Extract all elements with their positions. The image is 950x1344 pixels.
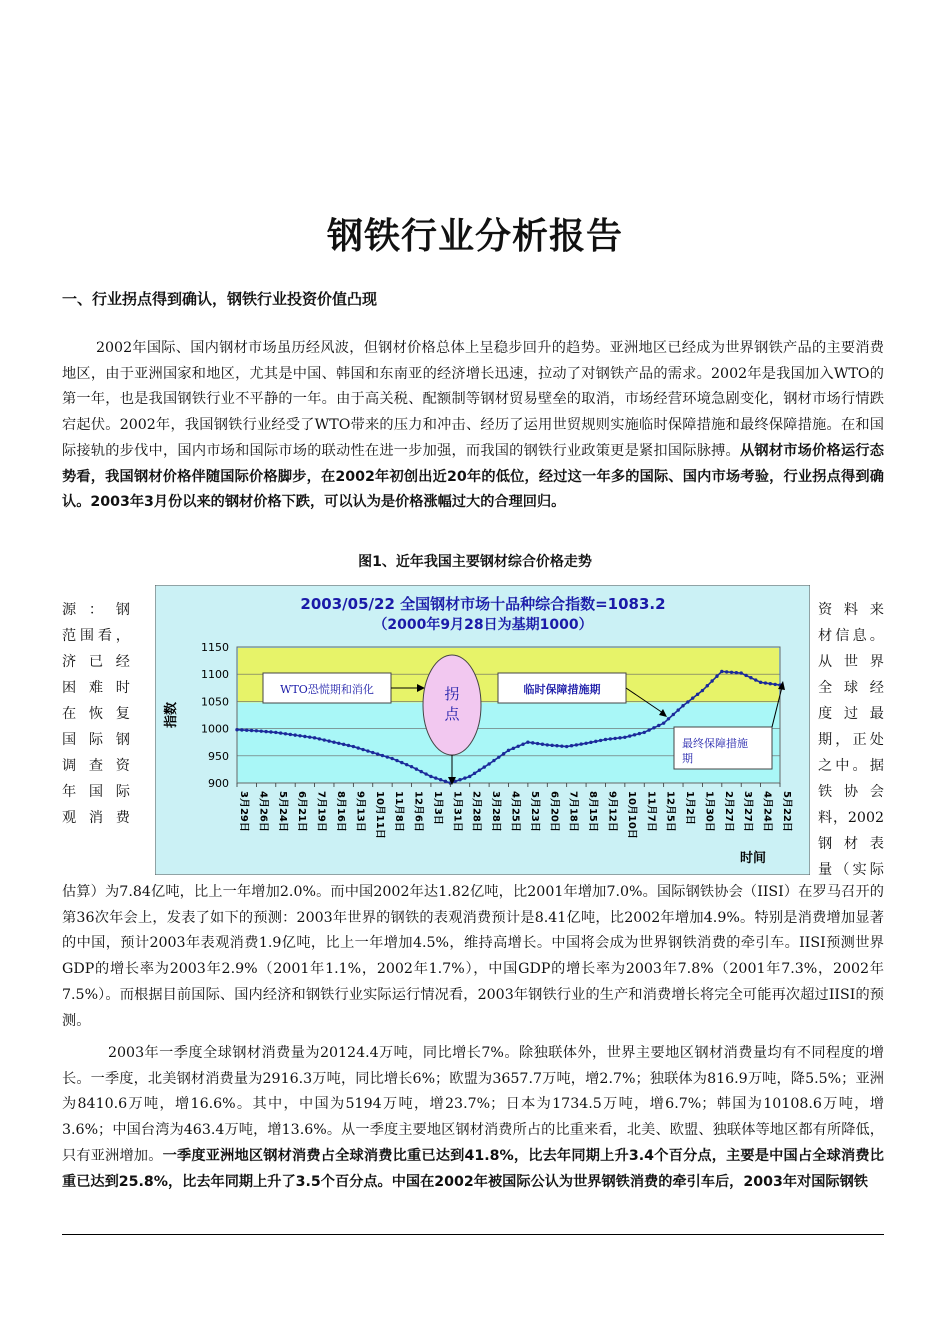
side-left-line: 济已经 (62, 654, 130, 670)
data-point (773, 683, 776, 686)
data-point (715, 675, 718, 678)
y-tick-label: 950 (208, 749, 229, 763)
data-point (347, 744, 350, 747)
data-point (512, 747, 515, 750)
data-point (342, 743, 345, 746)
paragraph-1 (62, 336, 884, 516)
data-point (725, 670, 728, 673)
y-tick-label: 900 (208, 777, 229, 790)
data-point (415, 767, 418, 770)
x-tick-label: 5月24日 (276, 791, 288, 832)
data-point (589, 741, 592, 744)
data-point (764, 681, 767, 684)
side-left-line: 在恢复 (62, 706, 130, 722)
side-right-line: 从世界 (818, 654, 884, 670)
x-tick-label: 8月16日 (334, 791, 346, 832)
data-point (672, 713, 675, 716)
data-point (357, 746, 360, 749)
data-point (516, 745, 519, 748)
data-point (565, 745, 568, 748)
data-point (400, 761, 403, 764)
data-point (623, 736, 626, 739)
x-tick-label: 7月19日 (315, 791, 327, 832)
x-tick-label: 8月15日 (587, 791, 599, 832)
paragraph-3-bold: 一季度亚洲地区钢材消费占全球消费比重已达到41.8%，比去年同期上升3.4个百分点，主要是中国占全球消费比重已达到25.8%，比去年同期上升了3.5个百分点。中国在2002年被国际公认为世界钢铁消费的牵引车后，2003年对国际钢铁 (62, 1147, 884, 1190)
final-annotation-label-line: 最终保障措施 (682, 737, 748, 750)
data-point (638, 732, 641, 735)
data-point (434, 776, 437, 779)
x-tick-label: 10月10日 (625, 791, 637, 839)
data-point (274, 731, 277, 734)
data-point (318, 737, 321, 740)
side-right-line: 度过最 (818, 706, 884, 722)
data-point (429, 775, 432, 778)
data-point (420, 770, 423, 773)
paragraph-3-text: 2003年一季度全球钢材消费量为20124.4万吨，同比增长7%。除独联体外，世界主要地区钢材消费量均有不同程度的增长。一季度，北美钢材消费量为2916.3万吨，同比增长6%；欧盟为3657.7万吨，增2.7%；独联体为816.9万吨，降5.5%；亚洲为8410.6万吨，增16.6%。其中，中国为5194万吨，增23.7%；日本为1734.5万吨，增6.7%；韩国为10108.6万吨，增3.6%；中国台湾为463.4万吨，增13.6%。从一季度主要地区钢材消费所占的比重来看，北美、欧盟、独联体等地区都有所降低，只有亚洲增加。 (62, 1045, 884, 1164)
paragraph-2: 估算）为7.84亿吨，比上一年增加2.0%。而中国2002年达1.82亿吨，比2001年增加7.0%。国际钢铁协会（IISI）在罗马召开的第36次年会上，发表了如下的预测：2003年世界的钢铁的表观消费预计是8.41亿吨，比2002年增加4.9%。特别是消费增加显著的中国，预计2003年表观消费1.9亿吨，比上一年增加4.5%，维持高增长。中国将会成为世界钢铁消费的牵引车。IISI预测世界GDP的增长率为2003年2.9%（2001年1.1%，2002年1.7%），中国GDP的增长率为2003年7.8%（2001年7.3%，2002年7.5%）。而根据目前国际、国内经济和钢铁行业实际运行情况看，2003年钢铁行业的生产和消费增长将完全可能再次超过IISI的预测。 (62, 884, 884, 1029)
data-point (584, 742, 587, 745)
x-tick-label: 2月28日 (470, 791, 482, 832)
temporary-annotation-label: 临时保障措施期 (523, 683, 601, 696)
data-point (478, 769, 481, 772)
side-text-right (818, 597, 884, 883)
paragraph-1-bold: 从钢材市场价格运行态势看，我国钢材价格伴随国际价格脚步，在2002年初创出近20年的低位，经过这一年多的国际、国内市场考验，行业拐点得到确认。2003年3月份以来的钢材价格下跌，可以认为是价格涨幅过大的合理回归。 (62, 442, 884, 511)
data-point (667, 717, 670, 720)
data-point (361, 748, 364, 751)
data-point (381, 754, 384, 757)
data-point (260, 729, 263, 732)
data-point (701, 689, 704, 692)
data-point (652, 726, 655, 729)
x-tick-label: 2月27日 (722, 791, 734, 832)
paragraph-1-text: 2002年国际、国内钢材市场虽历经风波，但钢材价格总体上呈稳步回升的趋势。亚洲地区已经成为世界钢铁产品的主要消费地区，由于亚洲国家和地区，尤其是中国、韩国和东南亚的经济增长迅速，拉动了对钢铁产品的需求。2002年是我国加入WTO的第一年，也是我国钢铁行业不平静的一年。由于高关税、配额制等钢材贸易壁垒的取消，市场经营环境急剧变化，钢材市场行情跌宕起伏。2002年，我国钢铁行业经受了WTO带来的压力和冲击、经历了运用世贸规则实施临时保障措施和最终保障措施。在和国际接轨的步伐中，国内市场和国际市场的联动性在进一步加强，而我国的钢铁行业政策更是紧扣国际脉搏。 (62, 340, 884, 459)
data-point (444, 780, 447, 783)
chart-title: 2003/05/22 全国钢材市场十品种综合指数=1083.2 (300, 595, 666, 613)
data-point (526, 741, 529, 744)
data-point (662, 721, 665, 724)
data-point (594, 740, 597, 743)
data-point (609, 737, 612, 740)
side-right-line: 料，2002 (818, 810, 884, 826)
x-tick-label: 1月30日 (703, 791, 715, 832)
data-point (468, 775, 471, 778)
y-tick-label: 1100 (201, 668, 229, 682)
data-point (546, 743, 549, 746)
side-right-line: 材信息。 (818, 628, 884, 644)
data-point (395, 759, 398, 762)
y-axis-label: 指数 (164, 701, 179, 729)
data-point (618, 736, 621, 739)
x-axis-label: 时间 (740, 851, 767, 866)
data-point (613, 737, 616, 740)
side-left-line: 困难时 (62, 680, 130, 696)
data-point (483, 765, 486, 768)
turning-point-label-line: 拐 (444, 685, 460, 703)
data-point (308, 735, 311, 738)
data-point (405, 763, 408, 766)
data-point (604, 738, 607, 741)
x-tick-label: 11月7日 (645, 791, 657, 832)
data-point (749, 676, 752, 679)
data-point (769, 682, 772, 685)
data-point (473, 772, 476, 775)
data-point (560, 744, 563, 747)
x-tick-label: 3月29日 (238, 791, 249, 832)
data-point (628, 734, 631, 737)
x-tick-label: 10月11日 (373, 791, 385, 839)
data-point (284, 732, 287, 735)
data-point (424, 772, 427, 775)
x-tick-label: 4月24日 (761, 791, 773, 832)
side-text-left (62, 597, 130, 831)
data-point (371, 751, 374, 754)
figure-caption: 图1、近年我国主要钢材综合价格走势 (358, 554, 592, 570)
x-tick-label: 5月23日 (528, 791, 540, 832)
side-right-line: 资料来 (818, 602, 884, 618)
data-point (580, 742, 583, 745)
data-point (696, 693, 699, 696)
data-point (647, 728, 650, 731)
data-point (643, 731, 646, 734)
page-title: 钢铁行业分析报告 (326, 216, 623, 257)
side-left-line: 源：钢 (62, 602, 130, 618)
data-point (575, 743, 578, 746)
side-right-line: 期，正处 (818, 732, 884, 748)
data-point (245, 729, 248, 732)
data-point (507, 749, 510, 752)
data-point (337, 742, 340, 745)
data-point (386, 755, 389, 758)
data-point (376, 752, 379, 755)
data-point (332, 741, 335, 744)
y-tick-label: 1050 (201, 695, 229, 709)
x-tick-label: 1月3日 (431, 791, 443, 825)
data-point (293, 733, 296, 736)
footer-rule (62, 1234, 884, 1235)
data-point (710, 679, 713, 682)
data-point (487, 762, 490, 765)
data-point (289, 733, 292, 736)
data-point (686, 700, 689, 703)
data-point (570, 744, 573, 747)
data-point (264, 730, 267, 733)
x-tick-label: 3月27日 (742, 791, 754, 832)
data-point (439, 778, 442, 781)
wto-annotation-label: WTO恐慌期和消化 (280, 683, 374, 696)
data-point (555, 744, 558, 747)
data-point (536, 742, 539, 745)
paragraph-3 (62, 1041, 884, 1195)
data-point (458, 778, 461, 781)
data-point (720, 670, 723, 673)
data-point (298, 734, 301, 737)
data-point (676, 708, 679, 711)
data-point (269, 730, 272, 733)
x-tick-label: 4月26日 (257, 791, 269, 832)
data-point (240, 728, 243, 731)
data-point (492, 759, 495, 762)
y-tick-label: 1000 (201, 722, 229, 736)
data-point (599, 739, 602, 742)
side-left-line: 国际钢 (62, 732, 130, 748)
data-point (502, 752, 505, 755)
data-point (681, 704, 684, 707)
data-point (541, 743, 544, 746)
data-point (744, 674, 747, 677)
section-heading: 一、行业拐点得到确认，钢铁行业投资价值凸现 (62, 290, 378, 308)
data-point (759, 681, 762, 684)
data-point (706, 684, 709, 687)
chart-subtitle: （2000年9月28日为基期1000） (373, 617, 593, 633)
x-tick-label: 1月31日 (451, 791, 463, 832)
data-point (255, 729, 258, 732)
data-point (327, 739, 330, 742)
x-tick-label: 11月8日 (393, 791, 405, 832)
side-left-line: 范围看， (62, 628, 130, 644)
side-right-line: 全球经 (818, 680, 884, 696)
side-right-line: 钢材表 (818, 836, 884, 852)
x-tick-label: 6月21日 (296, 791, 308, 832)
data-point (313, 736, 316, 739)
x-tick-label: 1月2日 (684, 791, 696, 825)
side-left-line: 观消费 (62, 810, 130, 826)
x-tick-label: 3月28日 (490, 791, 502, 832)
data-point (250, 729, 253, 732)
data-point (463, 776, 466, 779)
side-left-line: 年国际 (62, 784, 130, 800)
data-point (691, 696, 694, 699)
data-point (531, 741, 534, 744)
data-point (366, 749, 369, 752)
y-tick-label: 1150 (201, 641, 229, 654)
data-point (352, 745, 355, 748)
data-point (410, 765, 413, 768)
data-point (633, 733, 636, 736)
side-right-line: 之中。据 (818, 758, 884, 774)
final-annotation-label-line: 期 (682, 752, 693, 765)
data-point (303, 735, 306, 738)
x-tick-label: 9月13日 (354, 791, 366, 832)
side-right-line: 量（实际 (818, 862, 884, 878)
data-point (323, 738, 326, 741)
x-tick-label: 4月25日 (509, 791, 521, 832)
x-tick-label: 7月18日 (567, 791, 579, 832)
x-tick-label: 12月6日 (412, 791, 424, 832)
data-point (735, 671, 738, 674)
data-point (730, 671, 733, 674)
data-point (657, 724, 660, 727)
data-point (497, 755, 500, 758)
data-point (235, 728, 238, 731)
data-point (550, 744, 553, 747)
x-tick-label: 5月22日 (781, 791, 792, 832)
data-point (754, 678, 757, 681)
x-tick-label: 9月12日 (606, 791, 618, 832)
turning-point-label-line: 点 (444, 705, 460, 723)
price-index-chart (155, 585, 810, 875)
data-point (521, 743, 524, 746)
data-point (740, 671, 743, 674)
side-left-line: 调查资 (62, 758, 130, 774)
data-point (279, 731, 282, 734)
x-tick-label: 6月20日 (548, 791, 560, 832)
side-right-line: 铁协会 (818, 784, 884, 800)
data-point (390, 757, 393, 760)
x-tick-label: 12月5日 (664, 791, 676, 832)
